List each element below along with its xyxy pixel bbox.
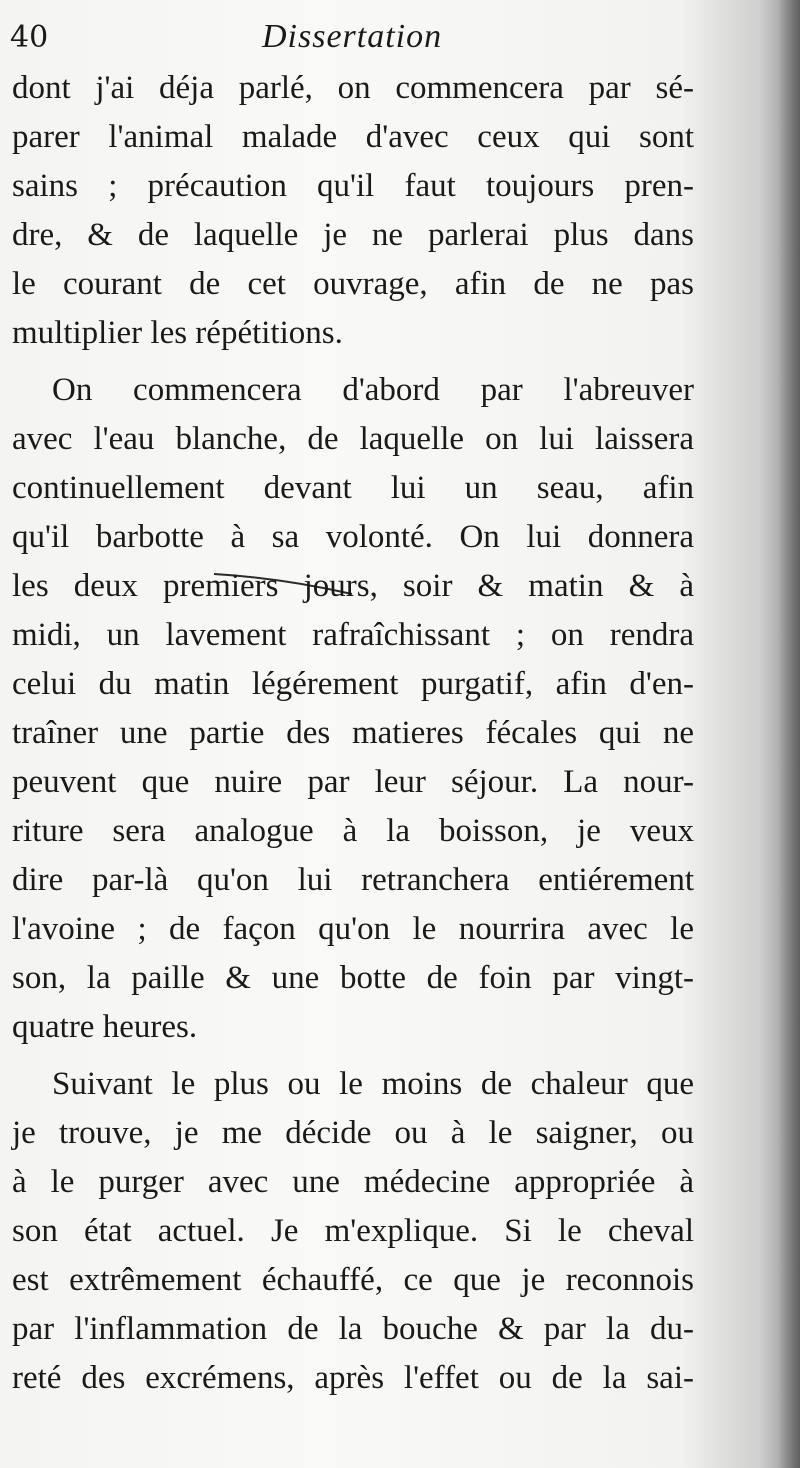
text-line: continuellement devant lui un seau, afin [12, 470, 694, 506]
text-line: le courant de cet ouvrage, afin de ne pas [12, 266, 694, 302]
text-line: midi, un lavement rafraîchissant ; on rendra [12, 617, 694, 653]
text-line: parer l'animal malade d'avec ceux qui sont [12, 119, 694, 155]
running-title: Dissertation [262, 18, 443, 55]
body-text [12, 64, 694, 1403]
page-number: 40 [10, 20, 49, 55]
text-line: qu'il barbotte à sa volonté. On lui donnera [12, 519, 694, 555]
text-line: est extrêmement échauffé, ce que je reconnois [12, 1262, 694, 1298]
text-line: dont j'ai déja parlé, on commencera par sé- [12, 70, 694, 106]
text-line: celui du matin légérement purgatif, afin d'en- [12, 666, 694, 702]
page-header [10, 14, 710, 64]
text-line: l'avoine ; de façon qu'on le nourrira avec le [12, 911, 694, 947]
paragraph-gap [12, 358, 694, 366]
text-line: je trouve, je me décide ou à le saigner, ou [12, 1115, 694, 1151]
text-line: les deux premiers jours, soir & matin & à [12, 568, 694, 604]
text-line: traîner une partie des matieres fécales qui ne [12, 715, 694, 751]
text-line: dre, & de laquelle je ne parlerai plus dans [12, 217, 694, 253]
text-line: dire par-là qu'on lui retranchera entiérement [12, 862, 694, 898]
text-line: son état actuel. Je m'explique. Si le cheval [12, 1213, 694, 1249]
text-line: par l'inflammation de la bouche & par la du- [12, 1311, 694, 1347]
page-edge-shadow [778, 0, 800, 1468]
text-line: riture sera analogue à la boisson, je veux [12, 813, 694, 849]
text-line: sains ; précaution qu'il faut toujours pren- [12, 168, 694, 204]
text-line: peuvent que nuire par leur séjour. La nour- [12, 764, 694, 800]
text-line: à le purger avec une médecine appropriée à [12, 1164, 694, 1200]
text-line: son, la paille & une botte de foin par vingt- [12, 960, 694, 996]
text-line: Suivant le plus ou le moins de chaleur que [52, 1066, 694, 1102]
text-line: quatre heures. [12, 1009, 198, 1045]
text-line: multiplier les répétitions. [12, 315, 343, 351]
paragraph-gap [12, 1052, 694, 1060]
text-line: avec l'eau blanche, de laquelle on lui laissera [12, 421, 694, 457]
text-line: reté des excrémens, après l'effet ou de la sai- [12, 1360, 694, 1396]
text-line: On commencera d'abord par l'abreuver [52, 372, 694, 408]
